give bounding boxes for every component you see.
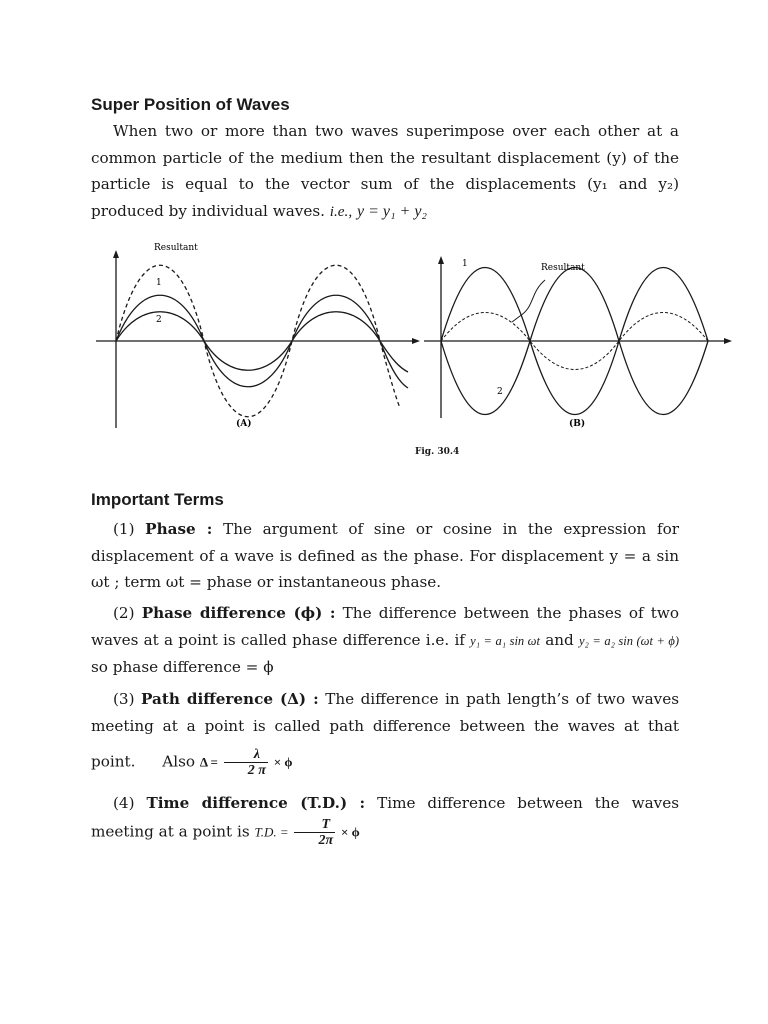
figure-caption: Fig. 30.4 <box>415 447 460 457</box>
panel-b <box>424 262 728 418</box>
panel-b-label: (B) <box>569 419 586 429</box>
term-3-name: Path difference (Δ) : <box>141 690 319 708</box>
term-3-frac-num: λ <box>224 747 268 763</box>
superposition-paragraph <box>91 118 679 225</box>
panel-a-wave-1-label: 1 <box>156 278 162 288</box>
term-4-frac-num: T <box>294 817 335 833</box>
panel-b-resultant-label: Resultant <box>541 263 585 273</box>
panel-b-pointer <box>512 280 545 322</box>
term-3-fraction <box>224 747 268 778</box>
superposition-text: When two or more than two waves superimpose over each other at a common particle of the medium then the resultant displacement (y) of the particle is equal to the vector sum of the displacements (y₁ and y₂) produced by individual waves. <box>91 122 679 220</box>
term-phase-difference <box>91 600 679 681</box>
section-title-important-terms: Important Terms <box>91 490 224 509</box>
term-3-lhs: Δ = <box>199 754 218 770</box>
term-3-also: Also <box>162 752 196 771</box>
term-2-eq2: y₂ = a₂ sin (ωt + ϕ) <box>578 633 680 648</box>
panel-b-y-arrow <box>438 256 444 264</box>
term-2-eq1: y₁ = a₁ sin ωt <box>470 633 540 648</box>
section-title-superposition: Super Position of Waves <box>91 95 290 114</box>
term-phase <box>91 516 679 596</box>
term-3-text: The difference in path length’s of two waves meeting at a point is called path difference between the waves at that point. <box>91 690 680 771</box>
panel-a-wave-2-label: 2 <box>156 315 162 325</box>
vector-equation: y = y₁ + y₂ <box>356 202 427 220</box>
panel-b-wave-2-label: 2 <box>497 387 503 397</box>
term-2-and: and <box>545 630 574 649</box>
term-1-text: The argument of sine or cosine in the expression for displacement of a wave is defined as the phase. For displacement y = a sin ωt ; term ωt = phase or instantaneous phase. <box>91 520 679 591</box>
term-4-name: Time difference (T.D.) : <box>146 794 366 812</box>
panel-b-x-arrow <box>724 338 732 344</box>
term-4-text: Time difference between the waves meeting at a point is <box>91 794 680 840</box>
term-3-frac-den: 2 π <box>247 763 266 778</box>
term-4-fraction <box>294 817 335 848</box>
term-4-lhs: T.D. = <box>254 824 289 839</box>
term-time-difference <box>91 790 679 848</box>
term-3-rhs: × ϕ <box>273 754 293 770</box>
term-2-number: (2) <box>113 604 135 622</box>
term-4-rhs: × ϕ <box>340 824 360 839</box>
term-1-name: Phase : <box>145 520 213 538</box>
term-2-name: Phase difference (ϕ) : <box>141 604 336 622</box>
panel-b-wave-1-label: 1 <box>462 259 468 269</box>
ie-label: i.e., <box>329 202 353 220</box>
term-2-tail: so phase difference = ϕ <box>91 658 274 676</box>
term-2-text: The difference between the phases of two waves at a point is called phase difference i.e. if <box>91 604 680 649</box>
term-1-number: (1) <box>113 520 135 538</box>
panel-a-label: (A) <box>236 419 252 429</box>
term-4-number: (4) <box>113 794 135 812</box>
panel-a <box>96 256 416 428</box>
panel-a-y-arrow <box>113 250 119 258</box>
term-4-frac-den: 2π <box>318 832 334 848</box>
superposition-figure <box>0 238 768 438</box>
term-path-difference <box>91 686 679 778</box>
panel-a-resultant-label: Resultant <box>154 243 198 253</box>
panel-a-x-arrow <box>412 338 420 344</box>
term-3-number: (3) <box>113 690 135 708</box>
